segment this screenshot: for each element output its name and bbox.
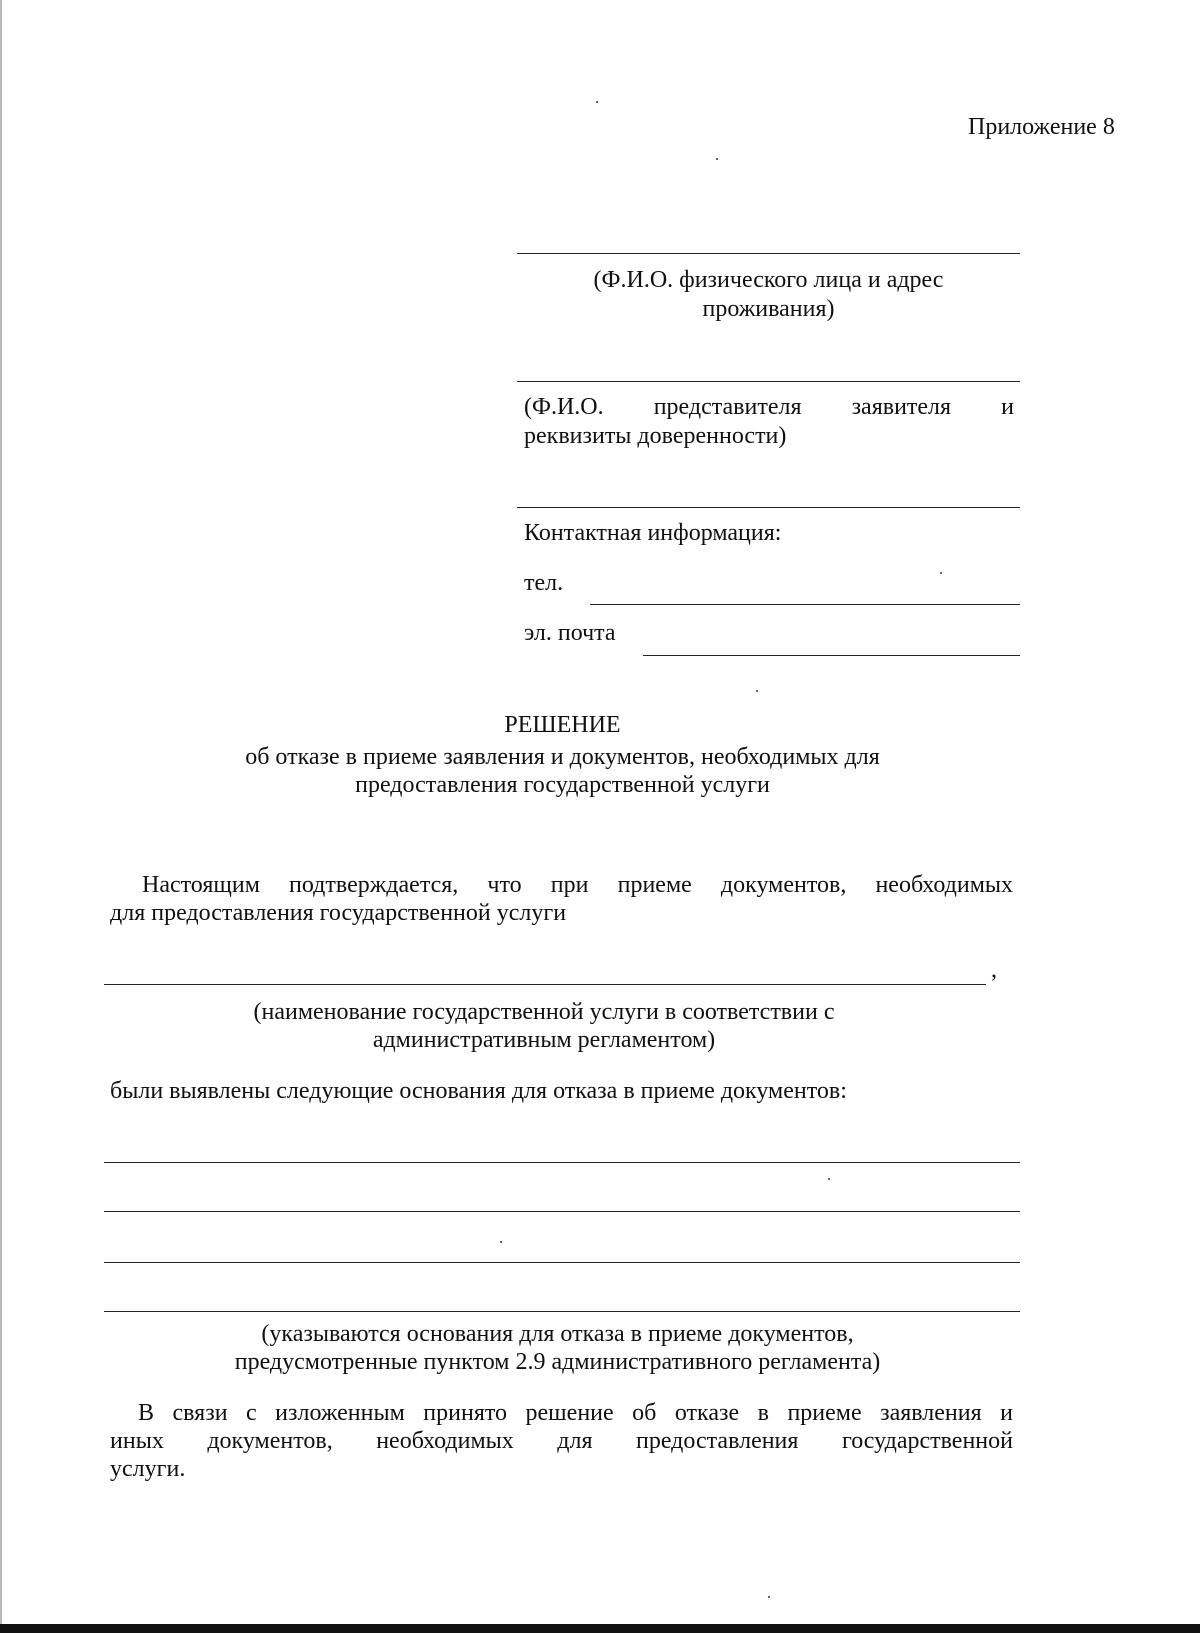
representative-line[interactable]	[517, 381, 1020, 382]
scan-speck	[500, 1241, 502, 1243]
phone-label: тел.	[524, 570, 564, 596]
service-line-comma: ,	[991, 957, 997, 983]
scan-speck	[716, 158, 718, 160]
email-field-line[interactable]	[643, 655, 1020, 656]
person-caption-line2: проживания)	[702, 296, 835, 322]
grounds-line-1[interactable]	[104, 1162, 1020, 1163]
scan-bottom-edge	[0, 1624, 1200, 1633]
representative-caption-line1: (Ф.И.О. представителя заявителя и	[524, 394, 1014, 420]
scan-speck	[828, 1178, 830, 1180]
scan-left-edge	[0, 0, 2, 1633]
service-name-line[interactable]	[104, 984, 986, 985]
email-label: эл. почта	[524, 620, 616, 646]
intro-line2: для предоставления государственной услуги	[110, 900, 567, 926]
service-caption-line2: административным регламентом)	[372, 1027, 716, 1053]
scan-speck	[756, 690, 758, 692]
person-name-line[interactable]	[517, 253, 1020, 254]
conclusion-line1: В связи с изложенным принято решение об отказе в приеме заявления и	[138, 1400, 1013, 1426]
grounds-intro: были выявлены следующие основания для отказа в приеме документов:	[110, 1078, 847, 1104]
scan-speck	[768, 1596, 770, 1598]
representative-caption-line2: реквизиты доверенности)	[524, 423, 787, 449]
contact-line[interactable]	[517, 507, 1020, 508]
decision-subtitle-line2: предоставления государственной услуги	[355, 772, 770, 798]
appendix-label: Приложение 8	[968, 114, 1115, 140]
grounds-caption-line2: предусмотренные пунктом 2.9 административного регламента)	[234, 1349, 881, 1375]
grounds-line-3[interactable]	[104, 1262, 1020, 1263]
conclusion-line2: иных документов, необходимых для предоставления государственной	[110, 1428, 1013, 1454]
scan-speck	[940, 572, 942, 574]
decision-heading: РЕШЕНИЕ	[504, 712, 621, 738]
contact-info-label: Контактная информация:	[524, 520, 782, 546]
decision-subtitle-line1: об отказе в приеме заявления и документов, необходимых для	[245, 744, 880, 770]
service-caption-line1: (наименование государственной услуги в соответствии с	[253, 999, 835, 1025]
grounds-caption-line1: (указываются основания для отказа в приеме документов,	[261, 1321, 854, 1347]
scan-speck	[596, 101, 598, 103]
grounds-line-2[interactable]	[104, 1211, 1020, 1212]
intro-line1: Настоящим подтверждается, что при приеме документов, необходимых	[142, 872, 1013, 898]
person-caption-line1: (Ф.И.О. физического лица и адрес	[593, 267, 944, 293]
conclusion-line3: услуги.	[110, 1456, 186, 1482]
phone-field-line[interactable]	[590, 604, 1020, 605]
grounds-line-4[interactable]	[104, 1311, 1020, 1312]
